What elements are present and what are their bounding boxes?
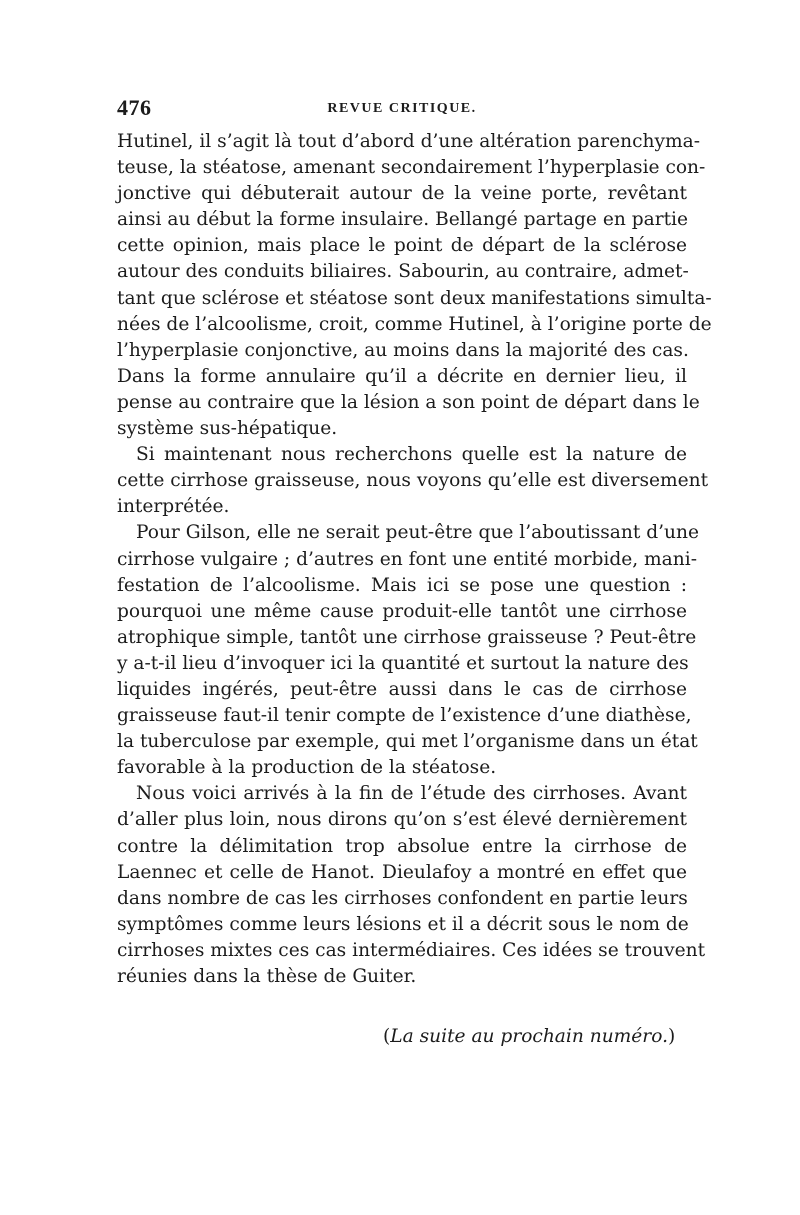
text-line: tant que sclérose et stéatose sont deux manifestations simulta- [117, 287, 712, 309]
text-line: nées de l’alcoolisme, croit, comme Hutinel, à l’origine porte de [117, 313, 712, 335]
text-line: symptômes comme leurs lésions et il a décrit sous le nom de [117, 913, 689, 935]
text-line: cette opinion, mais place le point de départ de la sclérose [117, 235, 687, 257]
text-line: jonctive qui débuterait autour de la veine porte, revêtant [117, 183, 687, 205]
text-line: cette cirrhose graisseuse, nous voyons qu’elle est diversement [117, 470, 709, 492]
text-line: la tuberculose par exemple, qui met l’organisme dans un état [117, 731, 698, 753]
text-line: pourquoi une même cause produit-elle tantôt une cirrhose [117, 600, 687, 622]
text-line: y a-t-il lieu d’invoquer ici la quantité et surtout la nature des [117, 652, 689, 674]
page-header [117, 95, 687, 125]
text-line: liquides ingérés, peut-être aussi dans le cas de cirrhose [117, 678, 687, 700]
paragraph [117, 442, 709, 520]
text-line: l’hyperplasie conjonctive, au moins dans la majorité des cas. [117, 339, 689, 361]
text-line: Pour Gilson, elle ne serait peut-être que l’aboutissant d’une [136, 522, 699, 544]
text-line: Nous voici arrivés à la fin de l’étude des cirrhoses. Avant [136, 783, 687, 805]
text-line: autour des conduits biliaires. Sabourin, au contraire, admet- [117, 261, 689, 283]
text-line: Hutinel, il s’agit là tout d’abord d’une altération parenchyma- [117, 131, 700, 152]
text-line: cirrhoses mixtes ces cas intermédiaires. Ces idées se trouvent [117, 939, 706, 961]
body-text [117, 129, 712, 990]
text-line: Dans la forme annulaire qu’il a décrite en dernier lieu, il [117, 365, 687, 387]
text-line: interprétée. [117, 496, 230, 518]
text-line: d’aller plus loin, nous dirons qu’on s’est élevé dernièrement [117, 809, 687, 831]
text-line: graisseuse faut-il tenir compte de l’existence d’une diathèse, [117, 705, 692, 727]
text-line: cirrhose vulgaire ; d’autres en font une entité morbide, mani- [117, 548, 697, 570]
close-paren: ) [667, 1026, 676, 1047]
page-number: 476 [117, 95, 152, 120]
paragraph [117, 781, 706, 990]
text-line: Si maintenant nous recherchons quelle est la nature de [136, 444, 687, 466]
paragraph [117, 129, 712, 442]
running-title: REVUE CRITIQUE. [327, 101, 477, 116]
continuation-note [383, 1026, 675, 1047]
paragraph [117, 520, 699, 781]
open-paren: ( [383, 1026, 391, 1047]
text-line: dans nombre de cas les cirrhoses confondent en partie leurs [117, 887, 688, 909]
text-line: Laennec et celle de Hanot. Dieulafoy a montré en effet que [117, 861, 687, 883]
text-line: ainsi au début la forme insulaire. Bellangé partage en partie [117, 209, 689, 231]
text-line: atrophique simple, tantôt une cirrhose graisseuse ? Peut-être [117, 626, 697, 648]
text-line: teuse, la stéatose, amenant secondairement l’hyperplasie con- [117, 157, 706, 179]
text-line: festation de l’alcoolisme. Mais ici se pose une question : [117, 574, 687, 596]
text-line: pense au contraire que la lésion a son point de départ dans le [117, 391, 700, 413]
text-line: système sus-hépatique. [117, 418, 338, 440]
text-line: réunies dans la thèse de Guiter. [117, 966, 417, 987]
continuation-text: La suite au prochain numéro. [390, 1026, 668, 1047]
text-line: contre la délimitation trop absolue entre la cirrhose de [117, 835, 687, 857]
text-line: favorable à la production de la stéatose. [117, 757, 497, 779]
